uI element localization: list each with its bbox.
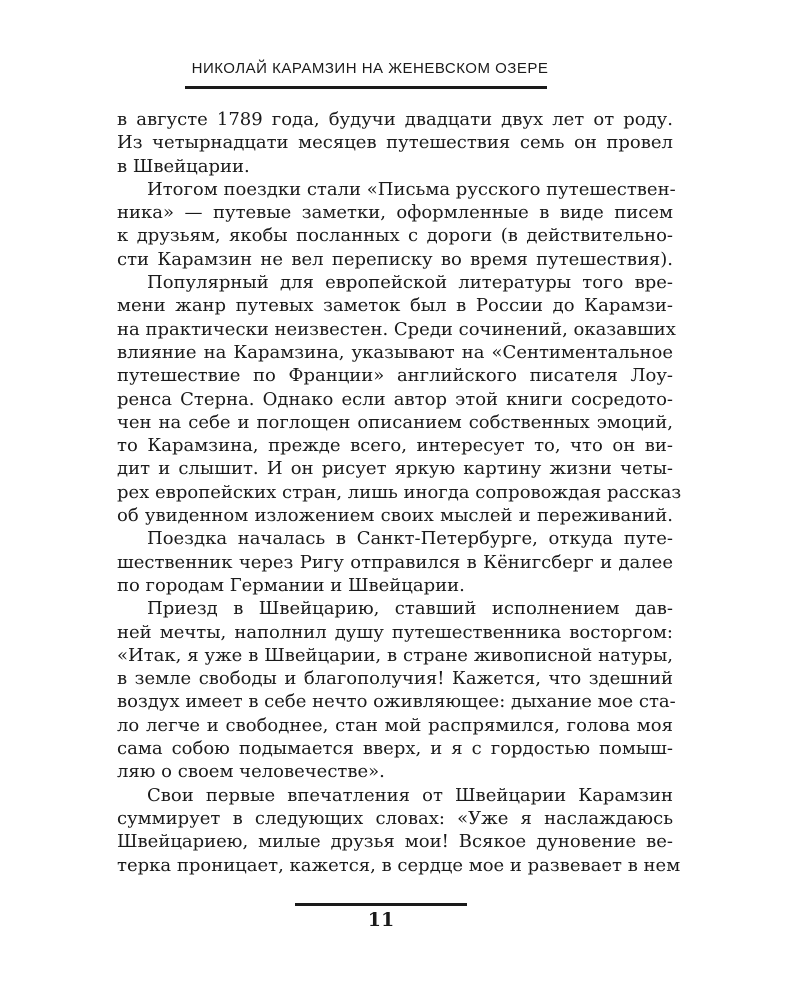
text-line: путешествие по Франции» английского писателя Лоу-	[117, 365, 673, 387]
text-line: сама собою подымается вверх, и я с гордостью помыш-	[117, 738, 673, 760]
text-line: ней мечты, наполнил душу путешественника восторгом:	[117, 621, 673, 643]
text-line: шественник через Ригу отправился в Кёнигсберг и далее	[117, 551, 673, 573]
text-line: ренса Стерна. Однако если автор этой книги сосредото-	[117, 388, 673, 410]
text-line: Приезд в Швейцарию, ставший исполнением дав-	[147, 598, 673, 620]
text-line: «Итак, я уже в Швейцарии, в стране живописной натуры,	[117, 644, 673, 666]
text-line: Поездка началась в Санкт-Петербурге, откуда путе-	[147, 528, 673, 550]
footer-rule	[295, 903, 467, 906]
text-line: об увиденном изложением своих мыслей и переживаний.	[117, 505, 673, 527]
text-line: воздух имеет в себе нечто оживляющее: дыхание мое ста-	[117, 691, 676, 713]
running-head: НИКОЛАЙ КАРАМЗИН НА ЖЕНЕВСКОМ ОЗЕРЕ	[191, 60, 549, 77]
text-line: рех европейских стран, лишь иногда сопровождая рассказ	[117, 481, 682, 503]
text-line: ло легче и свободнее, стан мой распрямился, голова моя	[117, 714, 673, 736]
text-line: терка проницает, кажется, в сердце мое и развевает в нем	[117, 854, 681, 876]
text-line: ника» — путевые заметки, оформленные в виде писем	[117, 202, 673, 224]
text-line: чен на себе и поглощен описанием собственных эмоций,	[117, 411, 673, 433]
text-line: Итогом поездки стали «Письма русского путешествен-	[147, 178, 676, 200]
text-line: мени жанр путевых заметок был в России до Карамзи-	[117, 295, 673, 317]
text-line: дит и слышит. И он рисует яркую картину жизни четы-	[117, 458, 673, 480]
text-line: Швейцариею, милые друзья мои! Всякое дуновение ве-	[117, 831, 673, 853]
text-line: Свои первые впечатления от Швейцарии Карамзин	[147, 784, 673, 806]
text-line: то Карамзина, прежде всего, интересует то, что он ви-	[117, 435, 673, 457]
text-line: ляю о своем человечестве».	[117, 761, 385, 783]
text-line: влияние на Карамзина, указывают на «Сентиментальное	[117, 341, 673, 363]
text-line: в Швейцарии.	[117, 155, 250, 177]
text-line: в земле свободы и благополучия! Кажется, что здешний	[117, 668, 673, 690]
text-line: к друзьям, якобы посланных с дороги (в действительно-	[117, 225, 673, 247]
text-line: в августе 1789 года, будучи двадцати двух лет от роду.	[117, 109, 673, 130]
text-line: по городам Германии и Швейцарии.	[117, 574, 465, 596]
text-line: на практически неизвестен. Среди сочинений, оказавших	[117, 318, 676, 340]
page-number: 11	[367, 909, 395, 931]
text-line: Из четырнадцати месяцев путешествия семь он провел	[117, 132, 673, 154]
body-text	[117, 108, 682, 877]
text-line: сти Карамзин не вел переписку во время путешествия).	[117, 248, 673, 270]
text-line: суммирует в следующих словах: «Уже я наслаждаюсь	[117, 807, 673, 829]
header-rule	[185, 86, 547, 89]
text-line: Популярный для европейской литературы того вре-	[147, 272, 673, 294]
